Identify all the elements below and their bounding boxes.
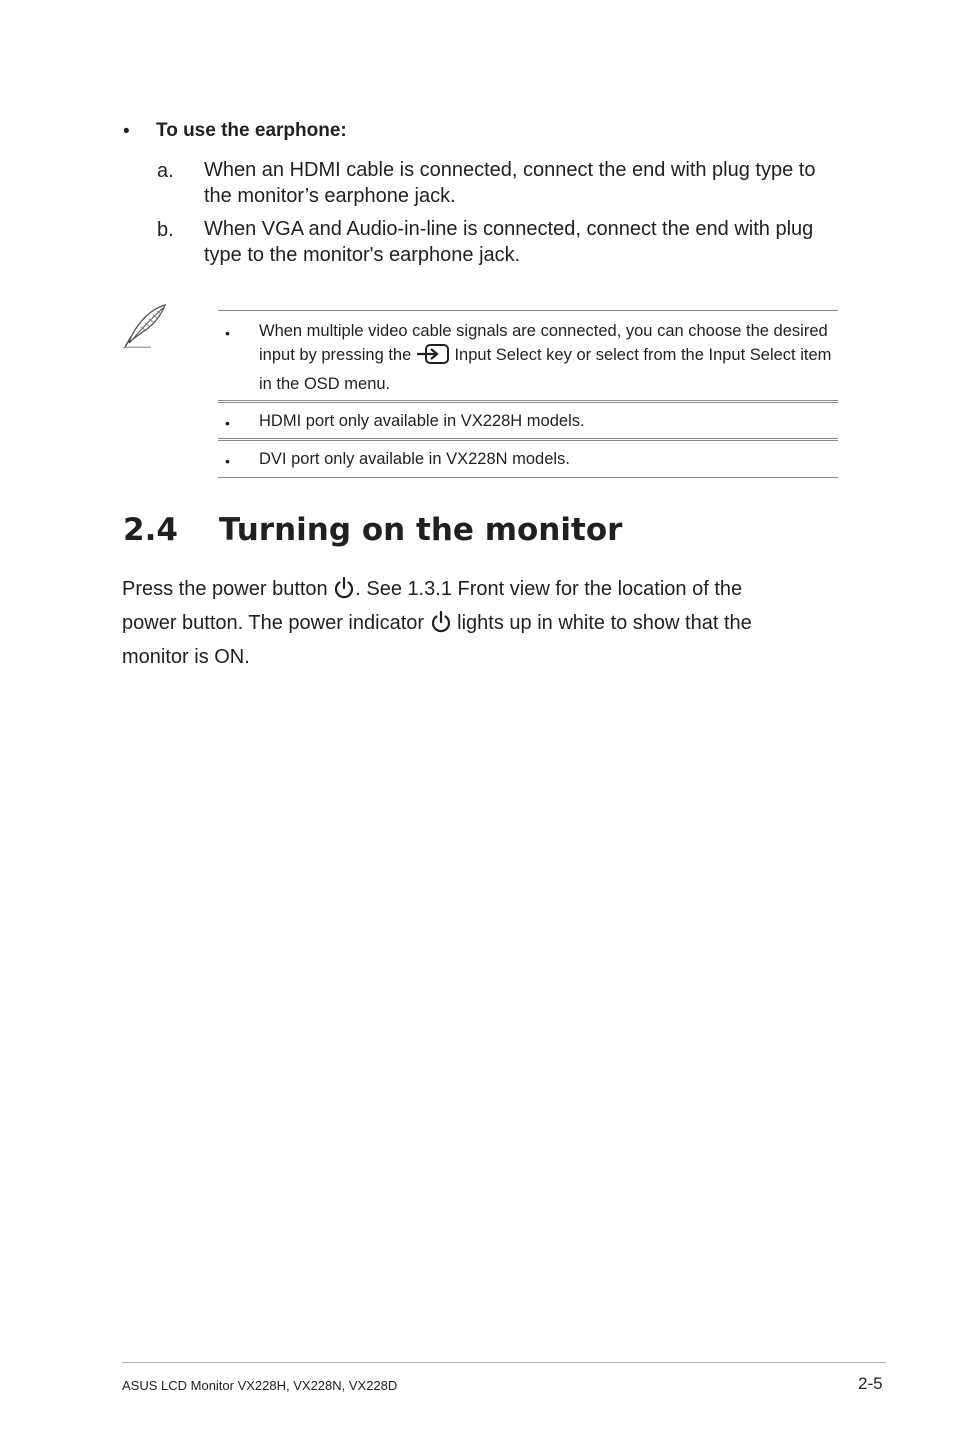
list-bullet: • bbox=[123, 121, 130, 142]
section-heading bbox=[123, 512, 622, 548]
note-text-before: When multiple video cable signals are connected, you can choose the desired input by pressing the bbox=[259, 322, 828, 364]
note-item bbox=[218, 310, 838, 400]
power-icon bbox=[430, 610, 452, 643]
note-item bbox=[218, 438, 838, 478]
section-title: Turning on the monitor bbox=[219, 512, 623, 548]
body-paragraph bbox=[122, 574, 842, 676]
input-select-icon bbox=[416, 343, 450, 372]
step-text-b: When VGA and Audio-in-line is connected, connect the end with plug type to the monitor's earphone jack. bbox=[204, 218, 814, 266]
body-line bbox=[122, 574, 842, 608]
note-text: DVI port only available in VX228N models. bbox=[259, 450, 570, 468]
para-text: monitor is ON. bbox=[122, 646, 250, 668]
para-text: lights up in white to show that the bbox=[457, 612, 752, 634]
note-bullet: • bbox=[225, 415, 230, 431]
body-line bbox=[122, 642, 842, 676]
note-text-after: Input Select key or select from the Input Select item in the OSD menu. bbox=[259, 346, 832, 393]
body-line bbox=[122, 608, 842, 642]
earphone-heading: To use the earphone: bbox=[156, 120, 347, 141]
note-bullet: • bbox=[225, 453, 230, 469]
section-number: 2.4 bbox=[123, 512, 178, 548]
note-box bbox=[218, 310, 838, 478]
footer-divider bbox=[122, 1362, 886, 1363]
step-letter-b: b. bbox=[157, 219, 174, 241]
step-text-a: When an HDMI cable is connected, connect the end with plug type to the monitor’s earphone jack. bbox=[204, 159, 816, 207]
note-item bbox=[218, 400, 838, 438]
para-text: Press the power button bbox=[122, 578, 328, 600]
para-text: . See 1.3.1 Front view for the location of the bbox=[355, 578, 743, 600]
footer-product-name: ASUS LCD Monitor VX228H, VX228N, VX228D bbox=[122, 1378, 398, 1393]
note-bullet: • bbox=[225, 325, 230, 341]
quill-note-icon bbox=[121, 303, 171, 351]
power-icon bbox=[333, 576, 355, 609]
note-text: HDMI port only available in VX228H models. bbox=[259, 412, 585, 430]
para-text: power button. The power indicator bbox=[122, 612, 425, 634]
note-text bbox=[259, 319, 838, 396]
step-letter-a: a. bbox=[157, 160, 174, 182]
page-number: 2-5 bbox=[858, 1374, 883, 1393]
